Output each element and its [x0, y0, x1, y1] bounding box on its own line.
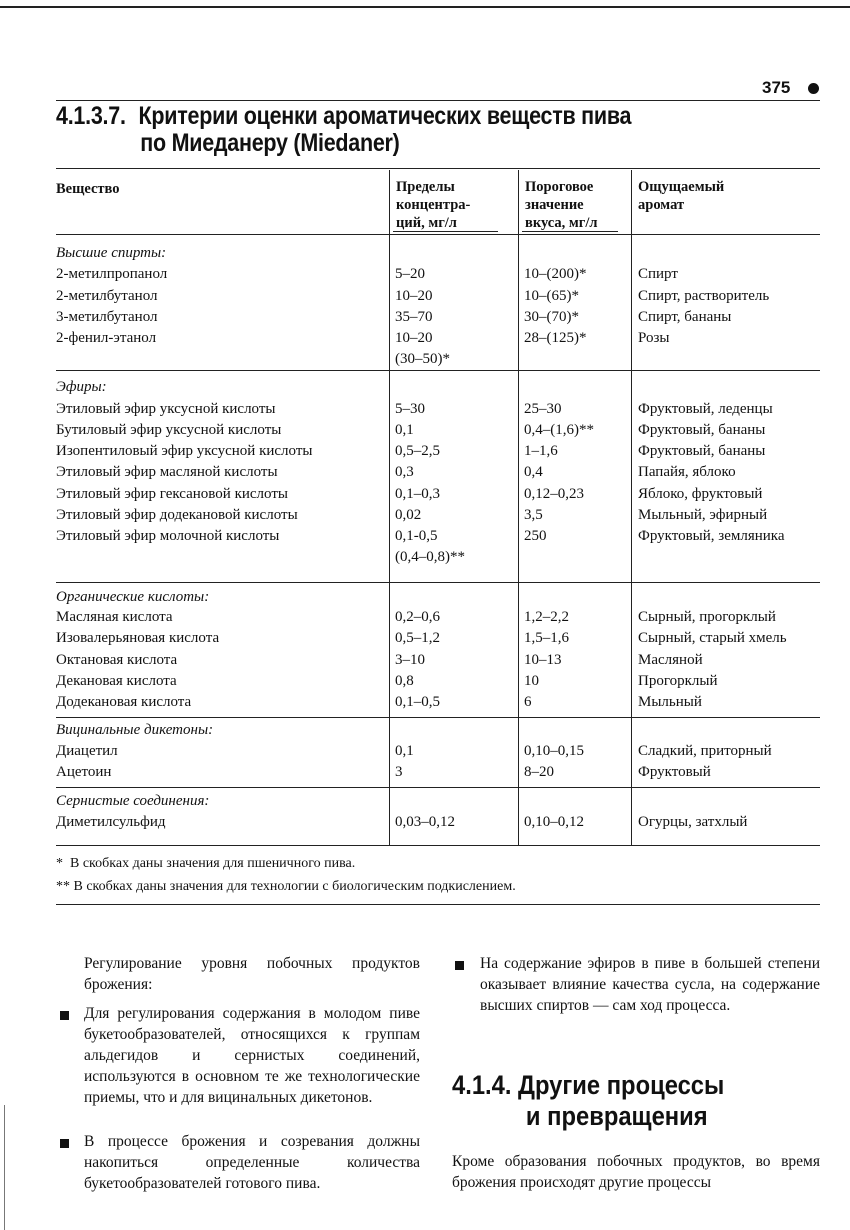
cell-threshold: 10–(200)* [524, 266, 587, 282]
cell-aroma: Фруктовый [638, 764, 711, 780]
section-heading-4-1-4 [452, 1070, 724, 1132]
cell-substance: Изовалерьяновая кислота [56, 630, 220, 646]
cell-substance: Октановая кислота [56, 652, 178, 668]
table-bottom-rule [56, 845, 820, 846]
cell-aroma: Фруктовый, земляника [638, 528, 785, 544]
cell-substance: Этиловый эфир молочной кислоты [56, 528, 280, 544]
group-separator [56, 582, 820, 583]
cell-concentration: 10–20 [395, 330, 433, 346]
cell-aroma: Спирт, бананы [638, 309, 732, 325]
cell-threshold: 0,10–0,12 [524, 814, 584, 830]
header-concentration [396, 178, 470, 232]
group-title: Органические кислоты: [56, 589, 210, 605]
cell-aroma: Яблоко, фруктовый [638, 486, 763, 502]
cell-substance: Этиловый эфир масляной кислоты [56, 464, 278, 480]
table-header-rule [56, 234, 820, 235]
page-number: 375 [762, 78, 791, 97]
group-title: Эфиры: [56, 379, 107, 395]
cell-threshold: 3,5 [524, 507, 543, 523]
cell-concentration: 10–20 [395, 288, 433, 304]
group-separator [56, 787, 820, 788]
footnote-bottom-rule [56, 904, 820, 905]
cell-threshold: 0,10–0,15 [524, 743, 584, 759]
group-title: Вицинальные дикетоны: [56, 722, 214, 738]
cell-substance: Этиловый эфир додекановой кислоты [56, 507, 298, 523]
cell-concentration: 0,3 [395, 464, 414, 480]
col-divider-3 [631, 170, 632, 845]
cell-concentration-extra: (30–50)* [395, 351, 450, 367]
section-heading-line1: 4.1.4. Другие процессы [452, 1070, 725, 1100]
cell-substance: Диметилсульфид [56, 814, 166, 830]
cell-threshold: 1,2–2,2 [524, 609, 569, 625]
cell-concentration: 5–30 [395, 401, 425, 417]
header-aroma [638, 178, 724, 214]
cell-substance: Диацетил [56, 743, 118, 759]
cell-concentration: 0,8 [395, 673, 414, 689]
cell-aroma: Мыльный, эфирный [638, 507, 768, 523]
footnote: * В скобках даны значения для пшеничного пива. [56, 856, 356, 871]
cell-aroma: Огурцы, затхлый [638, 814, 748, 830]
scan-edge-mark [4, 1105, 5, 1230]
cell-substance: Ацетоин [56, 764, 112, 780]
cell-substance: Этиловый эфир гексановой кислоты [56, 486, 288, 502]
cell-threshold: 6 [524, 694, 532, 710]
cell-aroma: Спирт [638, 266, 678, 282]
cell-threshold: 28–(125)* [524, 330, 587, 346]
right-bullet-paragraph-1: На содержание эфиров в пиве в большей степени оказывает влияние качества сусла, на содержание высших спиртов — сам ход процесса. [480, 955, 820, 1014]
cell-threshold: 1–1,6 [524, 443, 558, 459]
cell-aroma: Фруктовый, леденцы [638, 401, 773, 417]
cell-substance: Декановая кислота [56, 673, 177, 689]
left-bullet-paragraph-2: В процессе брожения и созревания должны накопиться определенные количества букетообразователей готового пива. [84, 1133, 420, 1192]
cell-threshold: 8–20 [524, 764, 554, 780]
cell-threshold: 25–30 [524, 401, 562, 417]
table-top-rule [56, 168, 820, 169]
left-intro-paragraph: Регулирование уровня побочных продуктов брожения: [84, 955, 420, 993]
bullet-square-icon [60, 1139, 69, 1148]
group-title: Сернистые соединения: [56, 793, 210, 809]
cell-concentration: 3–10 [395, 652, 425, 668]
cell-substance: 2-метилбутанол [56, 288, 158, 304]
cell-threshold: 0,12–0,23 [524, 486, 584, 502]
cell-concentration-extra: (0,4–0,8)** [395, 549, 465, 565]
cell-concentration: 35–70 [395, 309, 433, 325]
bullet-square-icon [60, 1011, 69, 1020]
right-paragraph: Кроме образования побочных продуктов, во время брожения происходят другие процессы [452, 1153, 820, 1191]
header-threshold-line3: вкуса, мг/л [525, 215, 598, 231]
header-aroma-line1: Ощущаемый [638, 179, 725, 195]
cell-threshold: 0,4 [524, 464, 543, 480]
bullet-dot-icon [808, 83, 819, 94]
cell-substance: 2-фенил-этанол [56, 330, 157, 346]
cell-threshold: 10 [524, 673, 539, 689]
cell-concentration: 0,5–1,2 [395, 630, 440, 646]
cell-concentration: 0,1 [395, 743, 414, 759]
cell-concentration: 0,1-0,5 [395, 528, 438, 544]
group-title: Высшие спирты: [56, 245, 167, 261]
cell-aroma: Розы [638, 330, 670, 346]
footnote: ** В скобках даны значения для технологии с биологическим подкислением. [56, 879, 516, 894]
cell-concentration: 0,02 [395, 507, 422, 523]
left-bullet-paragraph-1: Для регулирования содержания в молодом пиве букетообразователей, относящихся к группам альдегидов и сернистых соединений, используются в основном те же технологические приемы, что и для вицинальных дикетонов. [84, 1005, 420, 1106]
cell-aroma: Фруктовый, бананы [638, 443, 766, 459]
cell-aroma: Папайя, яблоко [638, 464, 736, 480]
cell-aroma: Сырный, старый хмель [638, 630, 787, 646]
group-separator [56, 717, 820, 718]
cell-concentration: 3 [395, 764, 403, 780]
cell-aroma: Спирт, растворитель [638, 288, 770, 304]
cell-aroma: Масляной [638, 652, 703, 668]
header-substance: Вещество [56, 181, 120, 197]
cell-concentration: 0,5–2,5 [395, 443, 440, 459]
cell-threshold: 30–(70)* [524, 309, 579, 325]
cell-concentration: 5–20 [395, 266, 425, 282]
header-concentration-line3: ций, мг/л [396, 215, 457, 231]
bullet-square-icon [455, 961, 464, 970]
header-aroma-line2: аромат [638, 197, 685, 213]
cell-concentration: 0,03–0,12 [395, 814, 455, 830]
section-heading-line2: и превращения [525, 1101, 708, 1131]
header-threshold [525, 178, 598, 232]
section-number: 4.1.3.7. [56, 102, 126, 130]
col-divider-2 [518, 170, 519, 845]
cell-threshold: 1,5–1,6 [524, 630, 569, 646]
cell-concentration: 0,2–0,6 [395, 609, 440, 625]
cell-aroma: Сырный, прогорклый [638, 609, 776, 625]
cell-substance: 3-метилбутанол [56, 309, 158, 325]
cell-concentration: 0,1 [395, 422, 414, 438]
col-divider-1 [389, 170, 390, 845]
cell-substance: 2-метилпропанол [56, 266, 168, 282]
cell-threshold: 250 [524, 528, 547, 544]
cell-aroma: Фруктовый, бананы [638, 422, 766, 438]
cell-threshold: 10–13 [524, 652, 562, 668]
cell-threshold: 10–(65)* [524, 288, 579, 304]
header-threshold-line1: Пороговое [525, 179, 594, 195]
cell-substance: Этиловый эфир уксусной кислоты [56, 401, 276, 417]
cell-substance: Изопентиловый эфир уксусной кислоты [56, 443, 313, 459]
cell-aroma: Мыльный [638, 694, 702, 710]
header-concentration-line1: Пределы [396, 179, 455, 195]
header-threshold-line2: значение [525, 197, 584, 213]
cell-concentration: 0,1–0,3 [395, 486, 440, 502]
cell-aroma: Сладкий, приторный [638, 743, 772, 759]
cell-substance: Масляная кислота [56, 609, 173, 625]
cell-substance: Бутиловый эфир уксусной кислоты [56, 422, 282, 438]
group-separator [56, 370, 820, 371]
top-edge-rule [0, 6, 850, 8]
cell-aroma: Прогорклый [638, 673, 718, 689]
section-title-line2: по Миеданеру (Miedaner) [140, 129, 400, 157]
header-rule [56, 100, 820, 101]
cell-substance: Додекановая кислота [56, 694, 192, 710]
header-concentration-line2: концентра- [396, 197, 471, 213]
section-title-line1: Критерии оценки ароматических веществ пива [138, 102, 632, 130]
cell-concentration: 0,1–0,5 [395, 694, 440, 710]
section-title [56, 103, 631, 157]
cell-threshold: 0,4–(1,6)** [524, 422, 594, 438]
